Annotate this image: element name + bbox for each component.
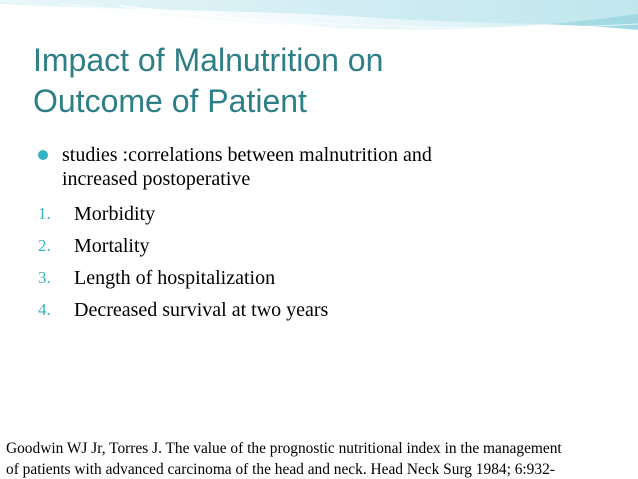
list-number: 4. xyxy=(38,300,51,319)
numbered-list-item xyxy=(36,198,596,230)
slide-title-line: Impact of Malnutrition on xyxy=(33,42,384,78)
list-number: 2. xyxy=(38,236,51,255)
slide-title xyxy=(33,40,613,122)
list-number: 3. xyxy=(38,268,51,287)
list-item-text: Decreased survival at two years xyxy=(74,299,329,321)
list-item-text: Length of hospitalization xyxy=(74,267,276,289)
numbered-list-item xyxy=(36,294,596,326)
list-item-text: Morbidity xyxy=(74,203,156,225)
bullet-item xyxy=(36,143,596,191)
bullet-text-line: increased postoperative xyxy=(62,168,251,190)
slide-content xyxy=(36,143,596,326)
slide-title-line: Outcome of Patient xyxy=(33,83,307,119)
bullet-text-line: studies :correlations between malnutrition and xyxy=(62,144,432,166)
citation-line: Goodwin WJ Jr, Torres J. The value of the prognostic nutritional index in the management xyxy=(6,440,562,457)
citation-line: of patients with advanced carcinoma of the head and neck. Head Neck Surg 1984; 6:932- xyxy=(6,461,555,478)
numbered-list-item xyxy=(36,230,596,262)
list-item-text: Mortality xyxy=(74,235,150,257)
bullet-dot-icon xyxy=(38,150,48,160)
list-number: 1. xyxy=(38,204,51,223)
numbered-list xyxy=(36,198,596,326)
numbered-list-item xyxy=(36,262,596,294)
citation xyxy=(6,438,636,479)
